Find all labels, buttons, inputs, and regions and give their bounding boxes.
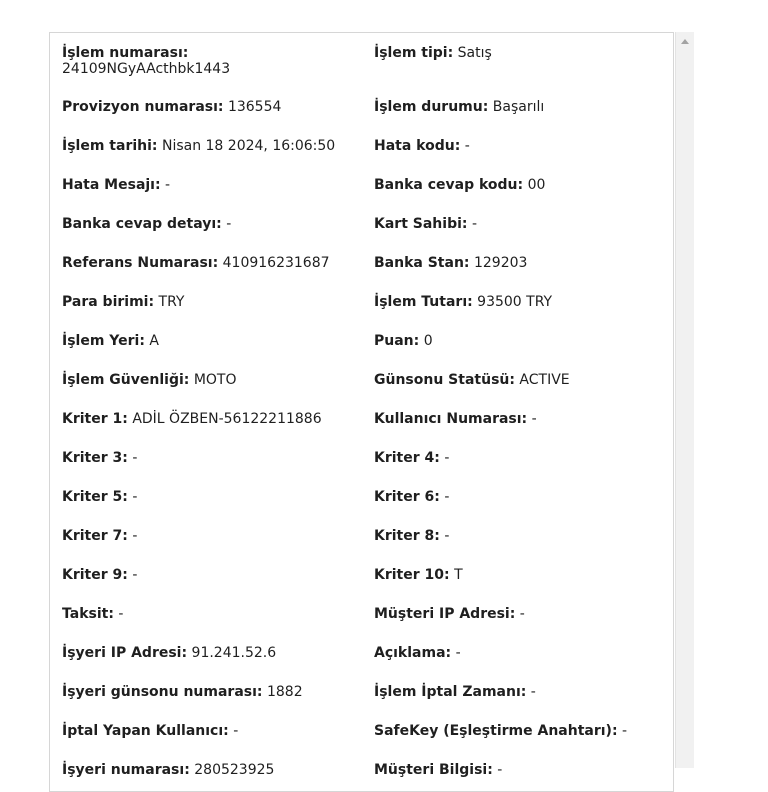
field-value: - — [233, 723, 239, 739]
field-key: İşlem numarası: — [62, 45, 189, 61]
field-value: Satış — [457, 45, 492, 61]
field-key: İşlem durumu: — [374, 99, 489, 115]
field-value: - — [226, 216, 232, 232]
field-key: İşlem İptal Zamanı: — [374, 684, 527, 700]
field-key: İşlem Tutarı: — [374, 294, 473, 310]
field-islem-iptal-zamani — [374, 684, 536, 700]
field-value: - — [132, 450, 138, 466]
field-value: 00 — [527, 177, 546, 193]
field-key: İptal Yapan Kullanıcı: — [62, 723, 229, 739]
field-value: 0 — [423, 333, 433, 349]
field-value: 24109NGyAActhbk1443 — [62, 61, 231, 77]
field-value: - — [132, 489, 138, 505]
field-kullanici-numarasi — [374, 411, 537, 427]
field-key: Para birimi: — [62, 294, 155, 310]
field-kriter-1 — [62, 411, 322, 427]
field-value: - — [531, 411, 537, 427]
field-key: İşlem Yeri: — [62, 333, 145, 349]
field-key: Hata Mesajı: — [62, 177, 161, 193]
field-key: Provizyon numarası: — [62, 99, 224, 115]
field-hata-kodu — [374, 138, 470, 154]
field-key: Müşteri IP Adresi: — [374, 606, 516, 622]
field-value: ADİL ÖZBEN-56122211886 — [132, 411, 322, 427]
field-key: Kart Sahibi: — [374, 216, 468, 232]
field-key: İşyeri günsonu numarası: — [62, 684, 263, 700]
field-value: 1882 — [266, 684, 303, 700]
field-value: 280523925 — [194, 762, 275, 778]
field-isyeri-gunsonu-numarasi — [62, 684, 303, 700]
field-banka-cevap-kodu — [374, 177, 545, 193]
field-key: Kullanıcı Numarası: — [374, 411, 528, 427]
field-value: - — [464, 138, 470, 154]
field-key: Taksit: — [62, 606, 114, 622]
field-hata-mesaji — [62, 177, 170, 193]
field-kart-sahibi — [374, 216, 477, 232]
field-key: İşlem Güvenliği: — [62, 372, 190, 388]
field-isyeri-numarasi — [62, 762, 274, 778]
field-iptal-yapan-kullanici — [62, 723, 238, 739]
field-key: Kriter 9: — [62, 567, 128, 583]
field-isyeri-ip-adresi — [62, 645, 276, 661]
field-islem-numarasi — [62, 45, 230, 77]
field-value: - — [471, 216, 477, 232]
field-value: - — [530, 684, 536, 700]
field-musteri-ip-adresi — [374, 606, 525, 622]
scroll-thumb[interactable] — [679, 52, 690, 767]
field-value: - — [132, 567, 138, 583]
field-value: - — [132, 528, 138, 544]
field-key: İşyeri IP Adresi: — [62, 645, 188, 661]
field-value: - — [519, 606, 525, 622]
field-key: Açıklama: — [374, 645, 452, 661]
field-value: 410916231687 — [222, 255, 330, 271]
field-key: Referans Numarası: — [62, 255, 219, 271]
field-value: 129203 — [473, 255, 528, 271]
field-key: Puan: — [374, 333, 420, 349]
chevron-up-icon — [681, 39, 689, 44]
field-key: Kriter 8: — [374, 528, 440, 544]
field-provizyon-numarasi — [62, 99, 281, 115]
field-key: SafeKey (Eşleştirme Anahtarı): — [374, 723, 618, 739]
field-value: - — [165, 177, 171, 193]
field-value: ACTIVE — [519, 372, 570, 388]
field-kriter-9 — [62, 567, 137, 583]
field-gunsonu-statusu — [374, 372, 570, 388]
field-key: İşyeri numarası: — [62, 762, 190, 778]
field-kriter-4 — [374, 450, 449, 466]
field-key: Kriter 7: — [62, 528, 128, 544]
vertical-scrollbar[interactable] — [675, 32, 694, 768]
field-value: - — [444, 489, 450, 505]
field-aciklama — [374, 645, 461, 661]
field-value: Nisan 18 2024, 16:06:50 — [161, 138, 336, 154]
field-key: Kriter 3: — [62, 450, 128, 466]
field-key: Kriter 1: — [62, 411, 128, 427]
field-value: A — [149, 333, 159, 349]
field-key: Hata kodu: — [374, 138, 461, 154]
field-kriter-8 — [374, 528, 449, 544]
field-taksit — [62, 606, 123, 622]
field-value: - — [497, 762, 503, 778]
field-value: TRY — [158, 294, 185, 310]
field-key: Müşteri Bilgisi: — [374, 762, 493, 778]
field-kriter-7 — [62, 528, 137, 544]
field-value: MOTO — [193, 372, 237, 388]
field-value: - — [455, 645, 461, 661]
transaction-details-panel — [49, 32, 674, 792]
field-key: Banka cevap kodu: — [374, 177, 524, 193]
field-value: 136554 — [227, 99, 282, 115]
field-islem-tarihi — [62, 138, 335, 154]
field-key: Kriter 4: — [374, 450, 440, 466]
field-value: - — [444, 528, 450, 544]
field-value: - — [622, 723, 628, 739]
field-islem-durumu — [374, 99, 544, 115]
field-key: İşlem tipi: — [374, 45, 454, 61]
field-value: 93500 TRY — [477, 294, 553, 310]
field-banka-stan — [374, 255, 527, 271]
field-banka-cevap-detayi — [62, 216, 231, 232]
field-key: Kriter 5: — [62, 489, 128, 505]
field-kriter-6 — [374, 489, 449, 505]
field-value: Başarılı — [492, 99, 545, 115]
field-value: - — [444, 450, 450, 466]
field-islem-guvenligi — [62, 372, 237, 388]
field-islem-tutari — [374, 294, 552, 310]
field-value: - — [118, 606, 124, 622]
field-key: Kriter 6: — [374, 489, 440, 505]
scroll-up-button[interactable] — [676, 32, 694, 50]
field-key: Banka Stan: — [374, 255, 470, 271]
field-value: T — [454, 567, 463, 583]
field-kriter-5 — [62, 489, 137, 505]
field-value: 91.241.52.6 — [191, 645, 277, 661]
field-puan — [374, 333, 433, 349]
field-safekey — [374, 723, 627, 739]
field-key: Günsonu Statüsü: — [374, 372, 515, 388]
field-kriter-3 — [62, 450, 137, 466]
field-kriter-10 — [374, 567, 463, 583]
field-islem-tipi — [374, 45, 492, 61]
field-key: Kriter 10: — [374, 567, 450, 583]
field-para-birimi — [62, 294, 184, 310]
field-musteri-bilgisi — [374, 762, 502, 778]
field-key: Banka cevap detayı: — [62, 216, 222, 232]
field-islem-yeri — [62, 333, 159, 349]
field-key: İşlem tarihi: — [62, 138, 158, 154]
field-referans-numarasi — [62, 255, 330, 271]
